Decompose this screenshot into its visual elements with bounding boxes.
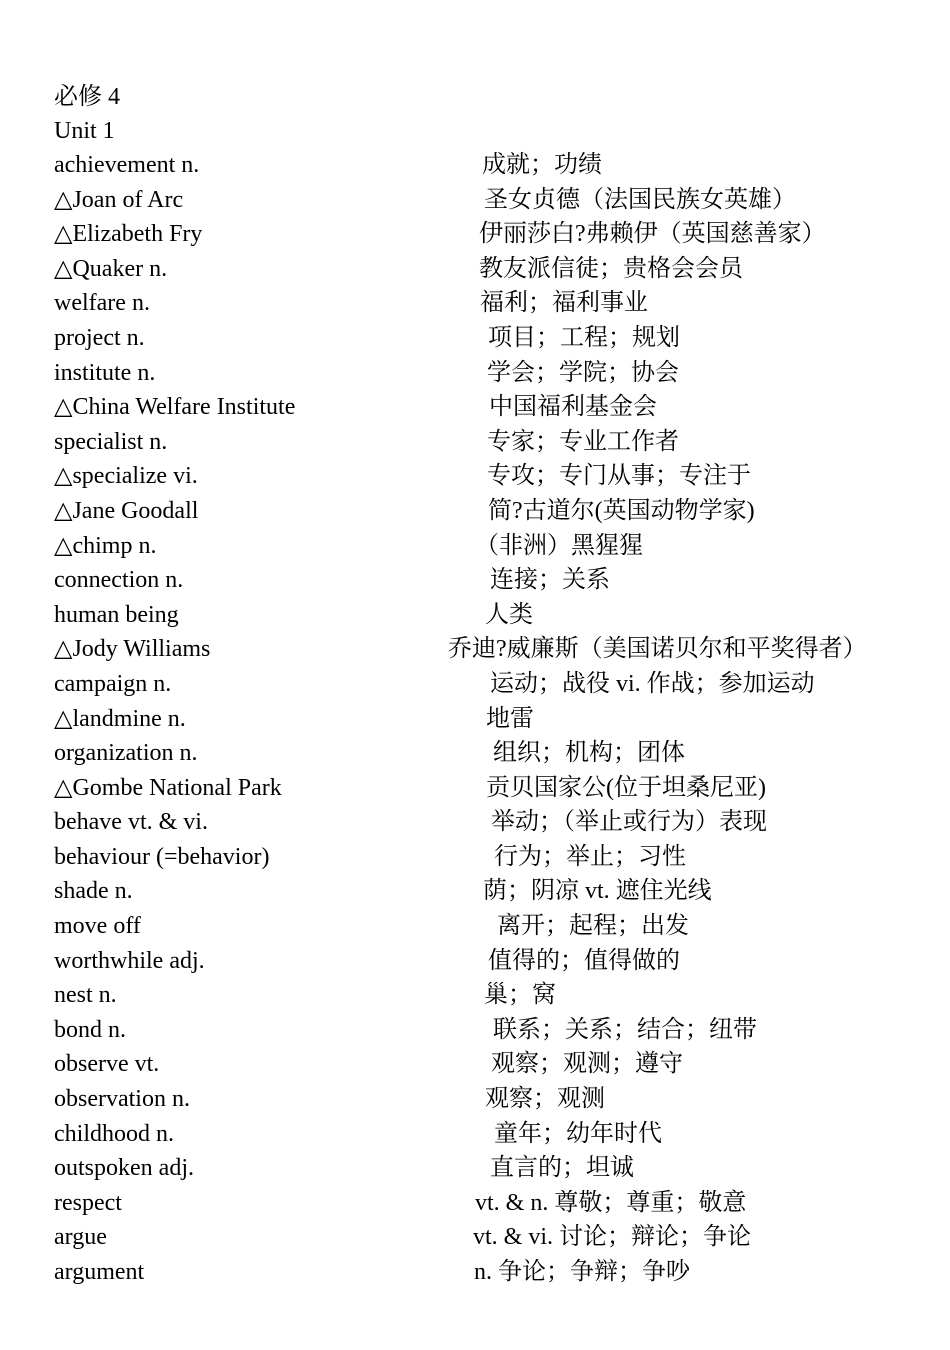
entry-meaning: vt. & vi. 讨论；辩论；争论	[473, 1224, 752, 1251]
vocabulary-entry	[54, 805, 914, 840]
entry-term: △Jane Goodall	[54, 497, 199, 524]
entry-term: △chimp n.	[54, 532, 157, 559]
vocabulary-entry	[54, 874, 914, 909]
entry-meaning: 地雷	[486, 705, 534, 732]
entry-term: project n.	[54, 324, 145, 351]
entry-term: specialist n.	[54, 428, 168, 455]
entry-meaning: 组织；机构；团体	[493, 740, 685, 767]
entry-term: △Joan of Arc	[54, 186, 184, 213]
vocabulary-entry	[54, 736, 914, 771]
entry-term: argument	[54, 1259, 145, 1285]
vocabulary-entry	[54, 944, 914, 979]
entry-meaning: 成就；功绩	[482, 152, 602, 178]
entry-meaning: 福利；福利事业	[480, 290, 648, 317]
entry-term: institute n.	[54, 359, 156, 386]
vocabulary-entry	[54, 1082, 914, 1117]
entry-term: bond n.	[54, 1016, 126, 1043]
entry-meaning: 专攻；专门从事；专注于	[487, 463, 751, 490]
vocabulary-entry	[54, 425, 914, 460]
entry-meaning: 童年；幼年时代	[494, 1120, 662, 1147]
vocabulary-entry	[54, 978, 914, 1013]
entry-term: human being	[54, 601, 179, 628]
entry-meaning: 学会；学院；协会	[487, 359, 679, 386]
entry-term: respect	[54, 1189, 122, 1216]
entry-meaning: 行为；举止；习性	[494, 843, 686, 870]
vocabulary-entry	[54, 1186, 914, 1221]
entry-term: nest n.	[54, 982, 117, 1009]
entry-term: achievement n.	[54, 152, 200, 178]
vocabulary-entry	[54, 252, 914, 287]
entry-meaning: 乔迪?威廉斯（美国诺贝尔和平奖得者）	[448, 636, 867, 663]
entry-term: △Gombe National Park	[54, 774, 282, 801]
vocabulary-entry	[54, 632, 914, 667]
entry-meaning: 项目；工程；规划	[488, 324, 680, 351]
entry-meaning: 荫；阴凉 vt. 遮住光线	[483, 878, 712, 905]
entry-meaning: 直言的；坦诚	[490, 1155, 634, 1182]
entry-term: △Quaker n.	[54, 255, 168, 282]
entry-term: outspoken adj.	[54, 1155, 194, 1182]
vocabulary-entry	[54, 183, 914, 218]
entry-term: organization n.	[54, 740, 198, 767]
entry-term: welfare n.	[54, 290, 150, 317]
entry-meaning: 教友派信徒；贵格会会员	[479, 255, 743, 282]
entry-term: △Elizabeth Fry	[54, 221, 203, 248]
entry-meaning: 离开；起程；出发	[497, 913, 689, 940]
entry-meaning: 值得的；值得做的	[488, 947, 680, 974]
entry-term: behaviour (=behavior)	[54, 843, 270, 870]
vocabulary-entry	[54, 840, 914, 875]
entry-term: move off	[54, 913, 141, 940]
vocabulary-entry	[54, 1220, 914, 1255]
vocabulary-entry	[54, 1013, 914, 1048]
entry-term: shade n.	[54, 878, 133, 905]
entry-meaning: 专家；专业工作者	[487, 428, 679, 455]
vocabulary-entry	[54, 286, 914, 321]
entry-meaning: 巢；窝	[484, 982, 556, 1009]
entry-term: observation n.	[54, 1086, 190, 1113]
entry-term: △specialize vi.	[54, 463, 198, 490]
entry-meaning: 中国福利基金会	[489, 394, 657, 421]
entry-term: observe vt.	[54, 1051, 160, 1078]
vocabulary-entry	[54, 494, 914, 529]
entry-meaning: 简?古道尔(英国动物学家)	[488, 497, 755, 524]
entry-meaning: 观察；观测	[485, 1086, 605, 1113]
vocabulary-entry	[54, 563, 914, 598]
entry-meaning: 圣女贞德（法国民族女英雄）	[484, 186, 796, 213]
entry-meaning: 观察；观测；遵守	[491, 1051, 683, 1078]
vocabulary-entry	[54, 702, 914, 737]
vocabulary-entry	[54, 909, 914, 944]
vocabulary-entry	[54, 771, 914, 806]
entry-term: △landmine n.	[54, 705, 186, 732]
entry-meaning: 联系；关系；结合；纽带	[493, 1016, 757, 1043]
unit-title: Unit 1	[54, 118, 115, 144]
vocabulary-entry	[54, 321, 914, 356]
entry-meaning: n. 争论；争辩；争吵	[474, 1259, 690, 1285]
entry-meaning: （非洲）黑猩猩	[475, 532, 643, 559]
vocabulary-entry	[54, 1047, 914, 1082]
vocabulary-list	[54, 148, 914, 1290]
entry-meaning: vt. & n. 尊敬；尊重；敬意	[475, 1189, 747, 1216]
vocabulary-entry	[54, 148, 914, 183]
entry-term: △China Welfare Institute	[54, 394, 296, 421]
vocabulary-entry	[54, 1151, 914, 1186]
entry-term: worthwhile adj.	[54, 947, 205, 974]
entry-meaning: 举动；（举止或行为）表现	[491, 809, 767, 836]
vocabulary-entry	[54, 390, 914, 425]
vocabulary-entry	[54, 529, 914, 564]
vocabulary-entry	[54, 217, 914, 252]
entry-meaning: 连接；关系	[490, 567, 610, 594]
entry-term: campaign n.	[54, 670, 172, 697]
entry-term: argue	[54, 1224, 107, 1251]
entry-meaning: 贡贝国家公(位于坦桑尼亚)	[486, 774, 766, 801]
entry-term: childhood n.	[54, 1120, 174, 1147]
entry-term: connection n.	[54, 567, 184, 594]
vocabulary-entry	[54, 1117, 914, 1152]
entry-meaning: 人类	[485, 601, 533, 628]
vocabulary-entry	[54, 356, 914, 391]
vocabulary-entry	[54, 459, 914, 494]
entry-meaning: 伊丽莎白?弗赖伊（英国慈善家）	[479, 221, 826, 248]
vocabulary-page	[54, 80, 914, 1290]
vocabulary-entry	[54, 667, 914, 702]
entry-meaning: 运动；战役 vi. 作战；参加运动	[490, 670, 815, 697]
entry-term: △Jody Williams	[54, 636, 211, 663]
entry-term: behave vt. & vi.	[54, 809, 208, 836]
vocabulary-entry	[54, 598, 914, 633]
vocabulary-entry	[54, 1255, 914, 1290]
book-title: 必修 4	[54, 84, 120, 110]
